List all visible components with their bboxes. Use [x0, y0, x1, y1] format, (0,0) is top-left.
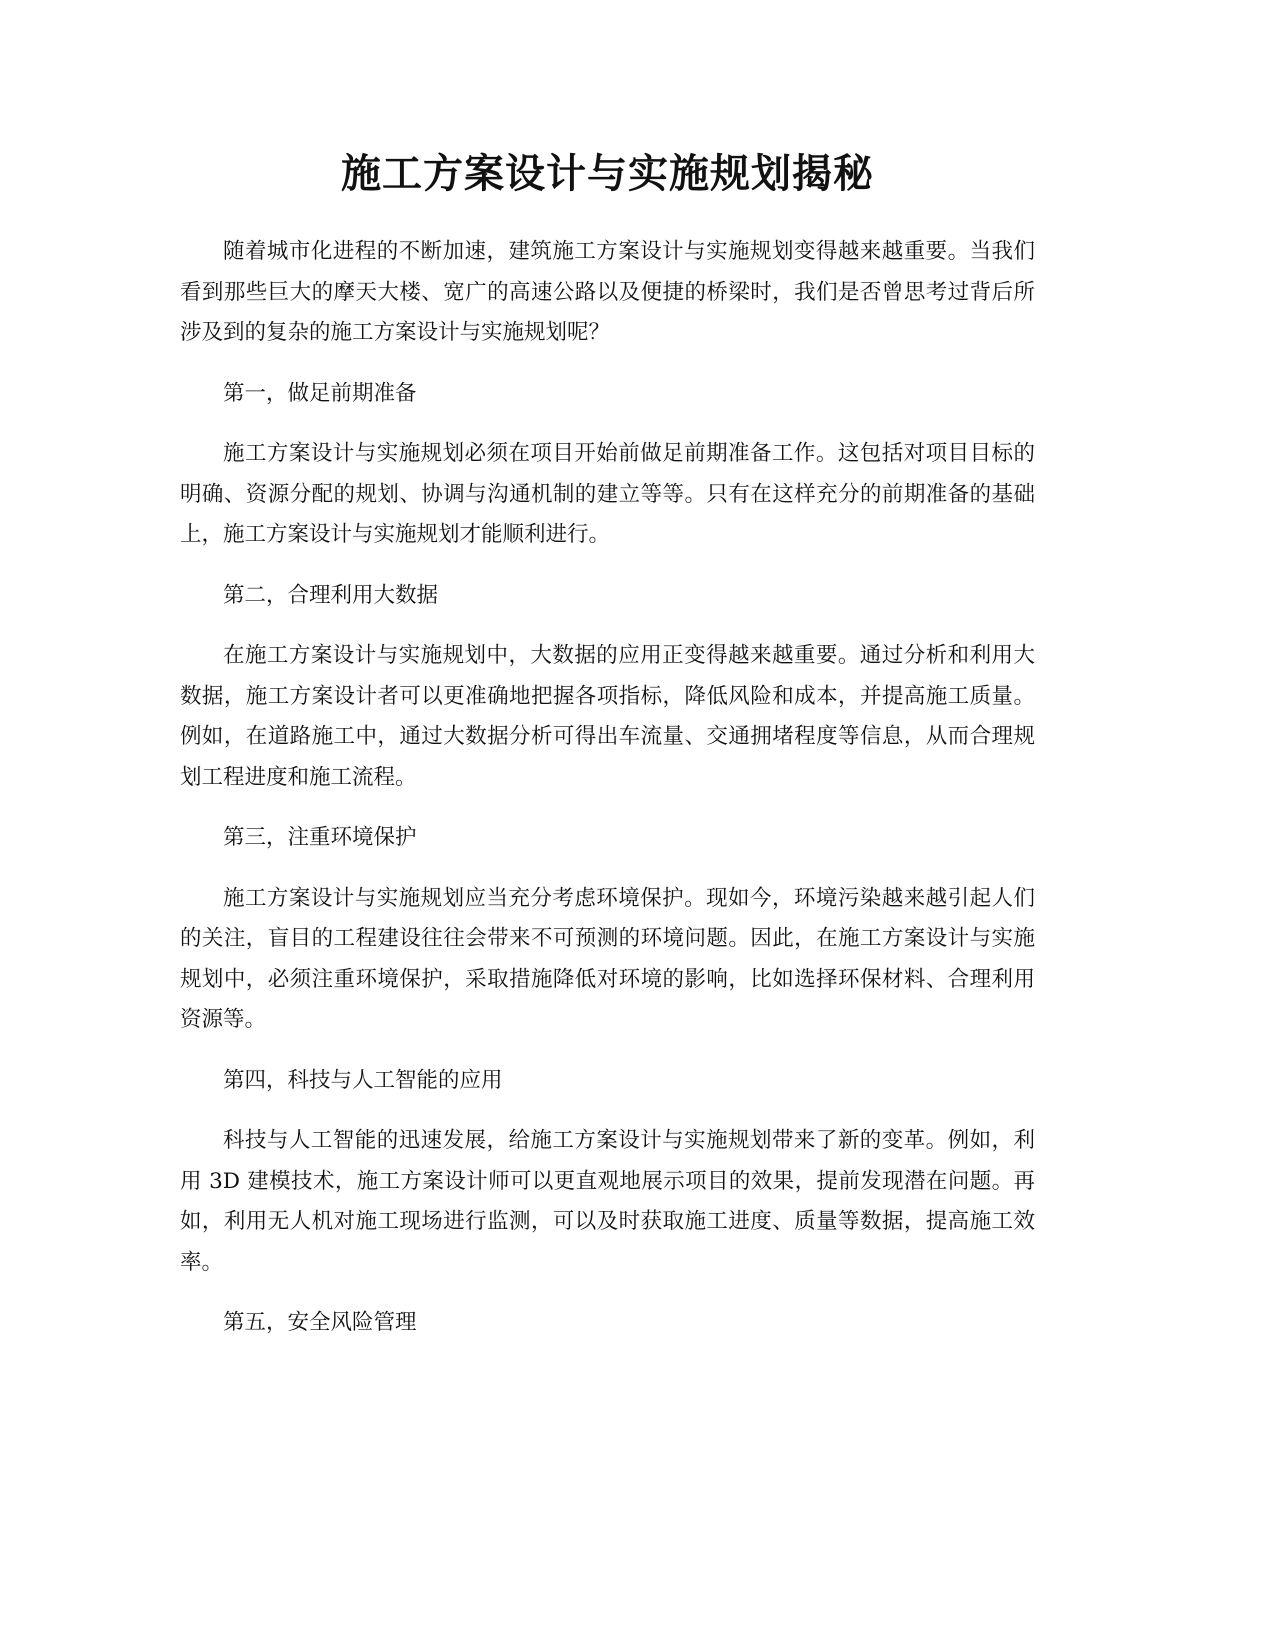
- document-title: 施工方案设计与实施规划揭秘: [341, 151, 874, 197]
- paragraph-section-2: 在施工方案设计与实施规划中，大数据的应用正变得越来越重要。通过分析和利用大数据，施工方案设计者可以更准确地把握各项指标，降低风险和成本，并提高施工质量。例如，在道路施工中，通过大数据分析可得出车流量、交通拥堵程度等信息，从而合理规划工程进度和施工流程。: [180, 643, 1035, 790]
- paragraph-intro: 随着城市化进程的不断加速，建筑施工方案设计与实施规划变得越来越重要。当我们看到那些巨大的摩天大楼、宽广的高速公路以及便捷的桥梁时，我们是否曾思考过背后所涉及到的复杂的施工方案设计与实施规划呢？: [180, 239, 1035, 345]
- paragraph-section-4: 科技与人工智能的迅速发展，给施工方案设计与实施规划带来了新的变革。例如，利用 3D 建模技术，施工方案设计师可以更直观地展示项目的效果，提前发现潜在问题。再如，利用无人机对施工现场进行监测，可以及时获取施工进度、质量等数据，提高施工效率。: [180, 1128, 1035, 1275]
- section-heading-2: 第二，合理利用大数据: [223, 582, 439, 608]
- section-heading-4: 第四，科技与人工智能的应用: [223, 1067, 503, 1093]
- paragraph-section-1: 施工方案设计与实施规划必须在项目开始前做足前期准备工作。这包括对项目目标的明确、资源分配的规划、协调与沟通机制的建立等等。只有在这样充分的前期准备的基础上，施工方案设计与实施规划才能顺利进行。: [180, 441, 1035, 547]
- document-body: [180, 232, 1035, 1364]
- section-heading-5: 第五，安全风险管理: [223, 1310, 417, 1335]
- paragraph-section-3: 施工方案设计与实施规划应当充分考虑环境保护。现如今，环境污染越来越引起人们的关注，盲目的工程建设往往会带来不可预测的环境问题。因此，在施工方案设计与实施规划中，必须注重环境保护，采取措施降低对环境的影响，比如选择环保材料、合理利用资源等。: [180, 885, 1035, 1032]
- document-page: [180, 0, 1035, 1650]
- section-heading-1: 第一，做足前期准备: [223, 380, 417, 406]
- section-heading-3: 第三，注重环境保护: [223, 825, 417, 850]
